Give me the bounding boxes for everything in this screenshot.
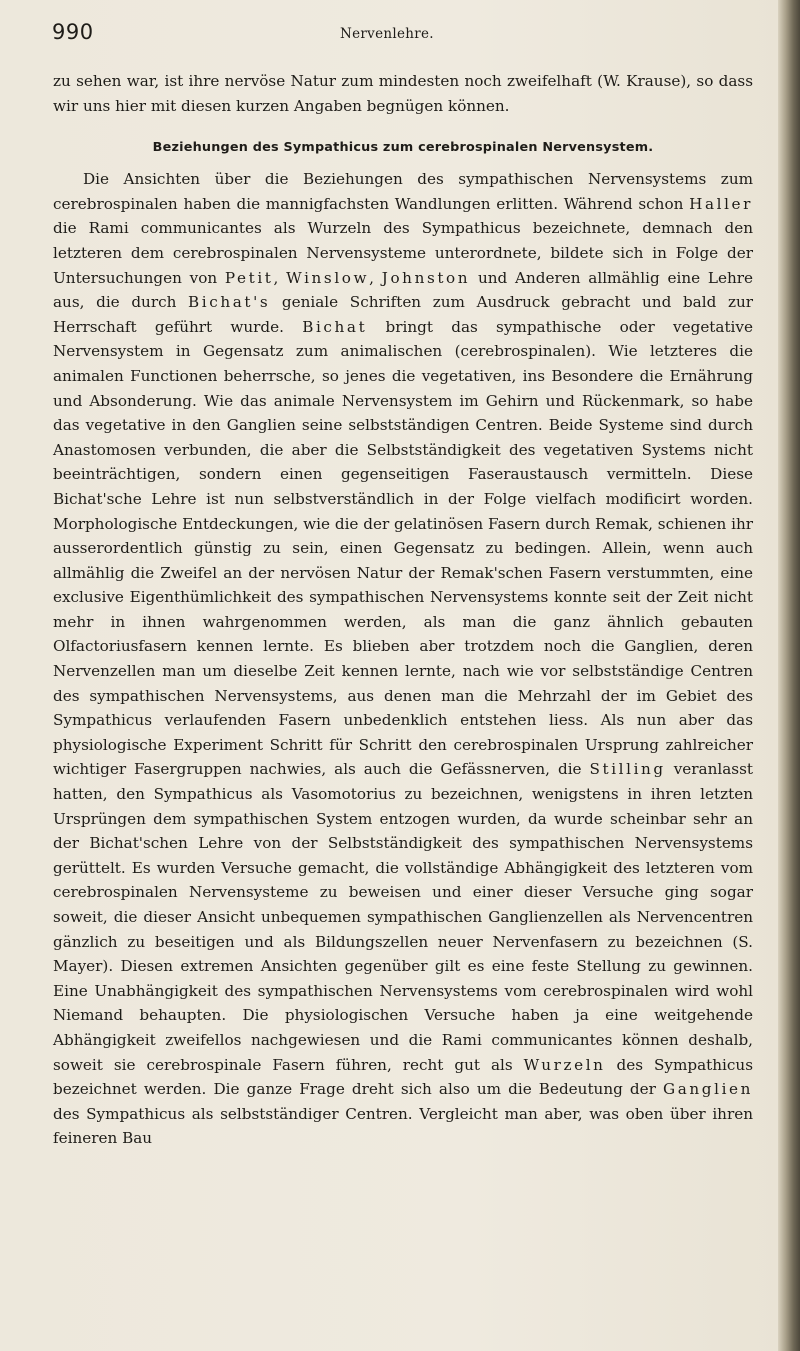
- spaced-name: Bichat's: [188, 293, 271, 312]
- intro-paragraph: zu sehen war, ist ihre nervöse Natur zum mindesten noch zweifelhaft (W. Krause), so dass wir uns hier mit diesen kurzen Angaben begnügen können.: [53, 72, 753, 115]
- text-run: ,: [273, 268, 287, 287]
- running-head: Nervenlehre.: [340, 26, 434, 42]
- spaced-name: Haller: [689, 194, 753, 213]
- body-text: [53, 69, 753, 1151]
- text-run: veranlasst hatten, den Sympathicus als Vasomotorius zu bezeichnen, wenigstens in ihren letzten Ursprüngen dem sympathischen System entzogen wurden, da wurde scheinbar sehr an der Bichat'schen Lehre von der Selbstständigkeit des sympathischen Nervensystems gerüttelt. Es wurden Versuche gemacht, die vollständige Abhängigkeit des letzteren vom cerebrospinalen Nervensysteme zu beweisen und einer dieser Versuche ging sogar soweit, die dieser Ansicht unbequemen sympathischen Ganglienzellen als Nervencentren gänzlich zu beseitigen und als Bildungszellen neuer Nervenfasern zu bezeichnen (S. Mayer). Diesen extremen Ansichten gegenüber gilt es eine feste Stellung zu gewinnen. Eine Unabhängigkeit des sympathischen Nervensystems vom cerebrospinalen wird wohl Niemand behaupten. Die physiologischen Versuche haben ja eine weitgehende Abhängigkeit zweifellos nachgewiesen und die Rami communicantes können deshalb, soweit sie cerebrospinale Fasern führen, recht gut als: [53, 760, 753, 1074]
- spaced-name: Petit: [224, 268, 274, 287]
- page-number: 990: [52, 20, 94, 44]
- page-edge-shadow: [778, 0, 800, 1351]
- text-run: des Sympathicus bezeichnet werden. Die ganze Frage dreht sich also um die Bedeutung der: [53, 1055, 753, 1099]
- spaced-name: Stilling: [589, 760, 666, 779]
- section-heading: Beziehungen des Sympathicus zum cerebrospinalen Nervensystem.: [152, 140, 654, 156]
- spaced-name: Wurzeln: [523, 1055, 606, 1074]
- section-paragraph: [53, 167, 753, 1151]
- text-run: die Rami communicantes als Wurzeln des Sympathicus bezeichnete, demnach den letzteren dem cerebrospinalen Nervensysteme unterordnete, bildete sich in Folge der Untersuchungen von: [53, 219, 753, 287]
- spaced-name: Ganglien: [663, 1080, 753, 1099]
- text-run: bringt das sympathische oder vegetative Nervensystem in Gegensatz zum animalischen (cerebrospinalen). Wie letzteres die animalen Functionen beherrsche, so jenes die vegetativen, ins Besondere die Ernährung und Absonderung. Wie das animale Nervensystem im Gehirn und Rückenmark, so habe das vegetative in den Ganglien seine selbstständigen Centren. Beide Systeme sind durch Anastomosen verbunden, die aber die Selbstständigkeit des vegetativen Systems nicht beeinträchtigen, sondern einen gegenseitigen Faseraustausch vermitteln. Diese Bichat'sche Lehre ist nun selbstverständlich in der Folge vielfach modificirt worden. Morphologische Entdeckungen, wie die der gelatinösen Fasern durch Remak, schienen ihr ausserordentlich günstig zu sein, einen Gegensatz zu bedingen. Allein, wenn auch allmählig die Zweifel an der nervösen Natur der Remak'schen Fasern verstummten, eine exclusive Eigenthümlichkeit des sympathischen Nervensystems konnte seit der Zeit nicht mehr in ihnen wahrgenommen werden, als man die ganz ähnlich gebauten Olfactoriusfasern kennen lernte. Es blieben aber trotzdem noch die Ganglien, deren Nervenzellen man um dieselbe Zeit kennen lernte, nach wie vor selbstständige Centren des sympathischen Nervensystems, aus denen man die Mehrzahl der im Gebiet des Sympathicus verlaufenden Fasern unbedenklich entstehen liess. Als nun aber das physiologische Experiment Schritt für Schritt den cerebrospinalen Ursprung zahlreicher wichtiger Fasergruppen nachwies, als auch die Gefässnerven, die: [53, 317, 753, 779]
- text-run: geniale Schriften zum Ausdruck gebracht und bald zur Herrschaft geführt wurde.: [53, 293, 753, 336]
- text-run: Die Ansichten über die Beziehungen des sympathischen Nervensystems zum cerebrospinalen haben die mannigfachsten Wandlungen erlitten. Während schon: [53, 170, 753, 213]
- spaced-name: Winslow: [286, 268, 370, 287]
- text-run: des Sympathicus als selbstständiger Centren. Vergleicht man aber, was oben über ihren feineren Bau: [53, 1104, 753, 1148]
- text-run: ,: [369, 268, 382, 287]
- spaced-name: Johnston: [381, 268, 471, 287]
- page-header: [52, 20, 752, 50]
- spaced-name: Bichat: [302, 317, 368, 336]
- text-run: und Anderen allmählig eine Lehre aus, die durch: [53, 268, 754, 312]
